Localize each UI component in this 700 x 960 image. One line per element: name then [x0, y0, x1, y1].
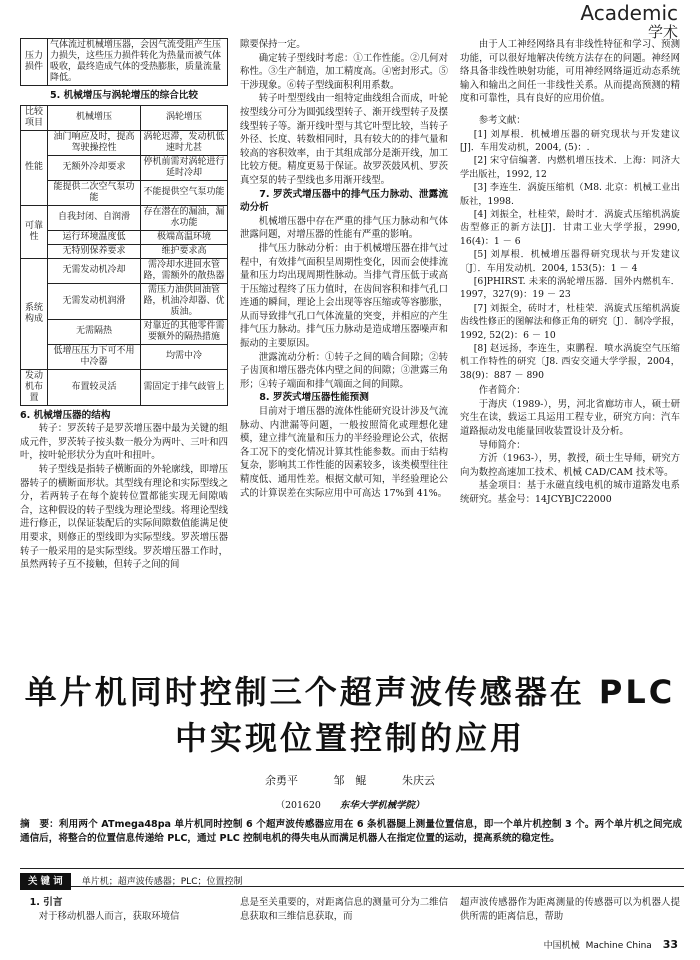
turbocharger-cell: 不能提供空气泵功能 — [141, 180, 228, 205]
supercharger-cell: 无需隔热 — [48, 319, 141, 344]
comparison-row — [21, 244, 228, 258]
brand-label-cn: 学术 — [647, 23, 678, 41]
column-2 — [240, 38, 448, 500]
supercharger-cell: 能提供二次空气泵功能 — [48, 180, 141, 205]
turbocharger-cell: 需压力油供回油管路，机油冷却器、优质油。 — [141, 283, 228, 319]
intro-col-2 — [240, 896, 448, 923]
comparison-row — [21, 180, 228, 205]
references-list — [460, 128, 680, 383]
comparison-row — [21, 130, 228, 155]
turbocharger-cell: 对靠近的其他零件需要额外的隔热措施 — [141, 319, 228, 344]
author-bio: 于海庆（1989-），男，河北省廊坊市人，硕士研究生在读，载运工具运用工程专业，研究方向：汽车道路振动发电能量回收装置设计及分析。 — [460, 398, 680, 438]
paragraph: 泄露流动分析：①转子之间的啮合间隙；②转子齿顶和增压器壳体内壁之间的间隙；③泄露三角形；④转子端面和排气端面之间的间隙。 — [240, 351, 448, 390]
page-footer — [544, 938, 678, 951]
comparison-row — [21, 258, 228, 283]
head-cell: 涡轮增压 — [141, 105, 228, 130]
table-top-label: 压力 损件 — [21, 39, 48, 86]
comparison-row — [21, 205, 228, 230]
intro-title: 1. 引言 — [29, 897, 63, 908]
mentor-bio: 方沂（1963-），男，教授，硕士生导师，研究方向为数控高速加工技术、机械 CAD/CAM 技术等。 — [460, 453, 680, 478]
supercharger-cell: 无特别保养要求 — [48, 244, 141, 258]
author-name: 朱庆云 — [402, 774, 435, 787]
comparison-row — [21, 230, 228, 244]
table-top-text: 气体流过机械增压器，会因气流受阻产生压力损失，这些压力损件转化为热量而被气体吸收，最终造成气体的受热膨胀，质量流量降低。 — [48, 39, 228, 86]
group-cell: 性能 — [21, 130, 48, 205]
supercharger-cell: 布置较灵活 — [48, 369, 141, 405]
paragraph: 由于人工神经网络具有非线性特征和学习、预测功能，可以很好地解决传统方法存在的问题。神经网络具备非线性映射功能，可用神经网络逼近动态系统输入和输出之间任一非线性关系。从而提高预测的精度和可靠性，具有良好的应用价值。 — [460, 39, 680, 105]
section-7-title: 7. 罗茨式增压器中的排气压力脉动、泄露流动分析 — [240, 188, 448, 214]
journal-name-en: Machine China — [585, 941, 652, 951]
turbocharger-cell: 维护要求高 — [141, 244, 228, 258]
column-1 — [20, 38, 228, 572]
reference-item: [6]PHIRST. 未来的涡轮增压器．国外内燃机车．1997，327(9)：19 － 23 — [460, 276, 680, 301]
affiliation — [0, 797, 700, 811]
supercharger-cell: 低增压压力下可不用中冷器 — [48, 344, 141, 369]
comparison-row — [21, 283, 228, 319]
turbocharger-cell: 停机前需对涡轮进行延时冷却 — [141, 155, 228, 180]
keywords-bar — [20, 868, 684, 887]
turbocharger-cell: 极端高温环境 — [141, 230, 228, 244]
author-name: 邹 鲲 — [333, 774, 367, 787]
brand-header — [580, 2, 678, 41]
turbocharger-cell: 均需中冷 — [141, 344, 228, 369]
brand-label: Academic — [580, 1, 678, 25]
paragraph: 目前对于增压器的流体性能研究设计涉及气流脉动、内泄漏等问题，一般按照简化或理想化建模，建立排气流量和压力的半经验理论公式，依据各工况下的变化情况计算其性能参数。而由于结构复杂，影响其工作性能的因素较多，该类模型往往精度低、通用性差。根据文献可知，半经验理论公式的计算误差在实际应用中可高达 17%到 41%。 — [240, 406, 448, 499]
section-6-title: 6. 机械增压器的结构 — [20, 409, 111, 421]
journal-name: 中国机械 — [543, 941, 580, 951]
comparison-table — [20, 105, 228, 406]
abstract — [20, 818, 682, 846]
paragraph: 转子型线是指转子横断面的外轮廓线，即增压器转子的横断面形状。其型线有理论和实际型线之分，若两转子在每个旋转位置都能实现无间隙啮合，这种假设的转子型线为理论型线。将理论型线进行修正，以保证装配后的实际间隙数值能满足使用要求，则修正的型线即为实际型线。罗茨增压器转子一般采用的是实际型线。罗茨增压器工作时，虽然两转子互不接触，但转子之间的间 — [20, 463, 228, 571]
group-cell: 系统构成 — [21, 258, 48, 369]
reference-item: [7] 刘振全，砖时才，杜桂荣．涡旋式压缩机涡旋齿线性修正的图解法和修正角的研究〔J〕．制冷学报，1992, 52(2)：6 － 10 — [460, 302, 680, 341]
reference-item: [4] 刘振全，杜桂荣，龄时才．涡旋式压缩机涡旋齿型修正的新方法[J]．甘肃工业大学学报，2990, 16(4)：1 － 6 — [460, 209, 680, 247]
intro-col-1 — [20, 896, 228, 923]
section-8-title: 8. 罗茨式增压器性能预测 — [259, 392, 369, 404]
abstract-label: 摘 要： — [20, 819, 59, 830]
abstract-text: 利用两个 ATmega48pa 单片机同时控制 6 个超声波传感器应用在 6 条机器腿上测量位置信息，即一个单片机控制 3 个。两个单片机之间完成通信后，将整合的位置信息传递给 PLC，通过 PLC 控制电机的得失电从而满足机器人在指定位置的运动，提高系统的稳定性。 — [20, 819, 682, 844]
turbocharger-cell: 需冷却水进回水管路，需额外的散热器 — [141, 258, 228, 283]
reference-item: [5] 刘厚根．机械增压器得研究现状与开发建议〔J〕．车用发动机．2004, 153(5)：1 － 4 — [460, 249, 680, 274]
affiliation-zip: （201620 — [275, 800, 321, 811]
comparison-row — [21, 369, 228, 405]
intro-text: 息是至关重要的，对距离信息的测量可分为二维信息获取和三维信息获取，而 — [240, 897, 448, 922]
article-title-line-1: 单片机同时控制三个超声波传感器在 PLC — [24, 673, 676, 711]
paragraph: 转子：罗茨转子是罗茨增压器中最为关键的组成元件，罗茨转子按头数一般分为两叶、三叶和四叶，按叶轮形状分为直叶和扭叶。 — [20, 423, 228, 462]
intro-text: 对于移动机器人而言，获取环境信 — [38, 910, 180, 922]
turbocharger-cell: 涡轮迟滞，发动机低速时尤甚 — [141, 130, 228, 155]
author-title: 作者简介： — [478, 385, 526, 397]
fund-info: 基金项目：基于永磁直线电机的城市道路发电系统研究。基金号：14JCYBJC22000 — [460, 480, 680, 506]
supercharger-cell: 运行环境温度低 — [48, 230, 141, 244]
supercharger-cell: 无额外冷却要求 — [48, 155, 141, 180]
comparison-row — [21, 344, 228, 369]
comparison-row — [21, 319, 228, 344]
supercharger-cell: 无需发动机冷却 — [48, 258, 141, 283]
intro-text: 超声波传感器作为距离测量的传感器可以为机器人提供所需的距离信息，帮助 — [460, 897, 680, 922]
turbocharger-cell: 需固定于排气歧管上 — [141, 369, 228, 405]
paragraph: 隙要保持一定。 — [240, 39, 306, 50]
column-3 — [460, 38, 680, 507]
references-title: 参考文献： — [478, 114, 526, 126]
table-top — [20, 38, 228, 86]
paragraph: 确定转子型线时考虑：①工作性能。②几何对称性。③生产制造，加工精度高。④密封形式。⑤干涉现象。⑥转子型线面积利用系数。 — [240, 52, 448, 91]
comparison-table-head — [21, 105, 228, 130]
paragraph: 机械增压器中存在严重的排气压力脉动和气体泄露问题，对增压器的性能有严重的影响。 — [240, 215, 448, 241]
mentor-title: 导师简介： — [478, 439, 526, 451]
page-number: 33 — [662, 938, 678, 951]
supercharger-cell: 无需发动机润滑 — [48, 283, 141, 319]
affiliation-name: 东华大学机械学院） — [339, 800, 425, 811]
keywords-label: 关 键 词 — [20, 873, 71, 890]
group-cell: 发动机布置 — [21, 369, 48, 405]
reference-item: [1] 刘厚根．机械增压器的研究现状与开发建议[J]．车用发动机，2004, (5)：. — [460, 128, 680, 153]
reference-item: [3] 李连生．涡旋压缩机（M8. 北京：机械工业出版社，1998. — [460, 182, 680, 207]
intro-col-3 — [460, 896, 680, 923]
comparison-row — [21, 155, 228, 180]
group-cell: 可靠性 — [21, 205, 48, 258]
supercharger-cell: 油门响应及时，提高驾驶操控性 — [48, 130, 141, 155]
keywords-text: 单片机；超声波传感器；PLC；位置控制 — [81, 877, 243, 887]
reference-item: [2] 宋守信编著．内燃机增压技术．上海：同济大学出版社，1992, 12 — [460, 155, 680, 180]
supercharger-cell: 自我封闭、自润滑 — [48, 205, 141, 230]
author-list — [0, 772, 700, 788]
turbocharger-cell: 存在潜在的漏油，漏水功能 — [141, 205, 228, 230]
head-cell: 比较项目 — [21, 105, 48, 130]
table5-caption: 5. 机械增压与涡轮增压的综合比较 — [50, 90, 198, 101]
article-title-line-2: 中实现位置控制的应用 — [174, 719, 525, 757]
reference-item: [8] 赵远扬，李连生，束鹏程．喷水涡旋空气压缩机工作特性的研究〔J8. 西安交通大学学报，2004，38(9)：887 － 890 — [460, 343, 680, 381]
head-cell: 机械增压 — [48, 105, 141, 130]
paragraph: 转子叶型型线由一组特定曲线组合而成，叶轮按型线分可分为圆弧线型转子、渐开线型转子及摆线型转子等。渐开线叶型与其它叶型比较，当转子外径、长度、转数相同时，具有较大的的排气量和较高的容积效率，由于其组成部分是渐开线，加工比较方便。精度更易于保证。故罗茨鼓风机、罗茨真空泵的转子型线也多用渐开线型。 — [240, 93, 448, 186]
author-name: 余勇平 — [265, 774, 298, 787]
paragraph: 排气压力脉动分析：由于机械增压器在排气过程中，有效排气面积呈周期性变化，因而会使排流量和压力均出现周期性脉动。当排气背压低于或高于压缩过程终了压力值时，在齿间容积和排气孔口连通的瞬间，理论上会出现等容压缩或等容膨胀，从而导致排气孔口气体流量的突变，并相应的产生排气压力脉动。排气压力脉动是造成增压器噪声和振动的主要原因。 — [240, 242, 448, 350]
